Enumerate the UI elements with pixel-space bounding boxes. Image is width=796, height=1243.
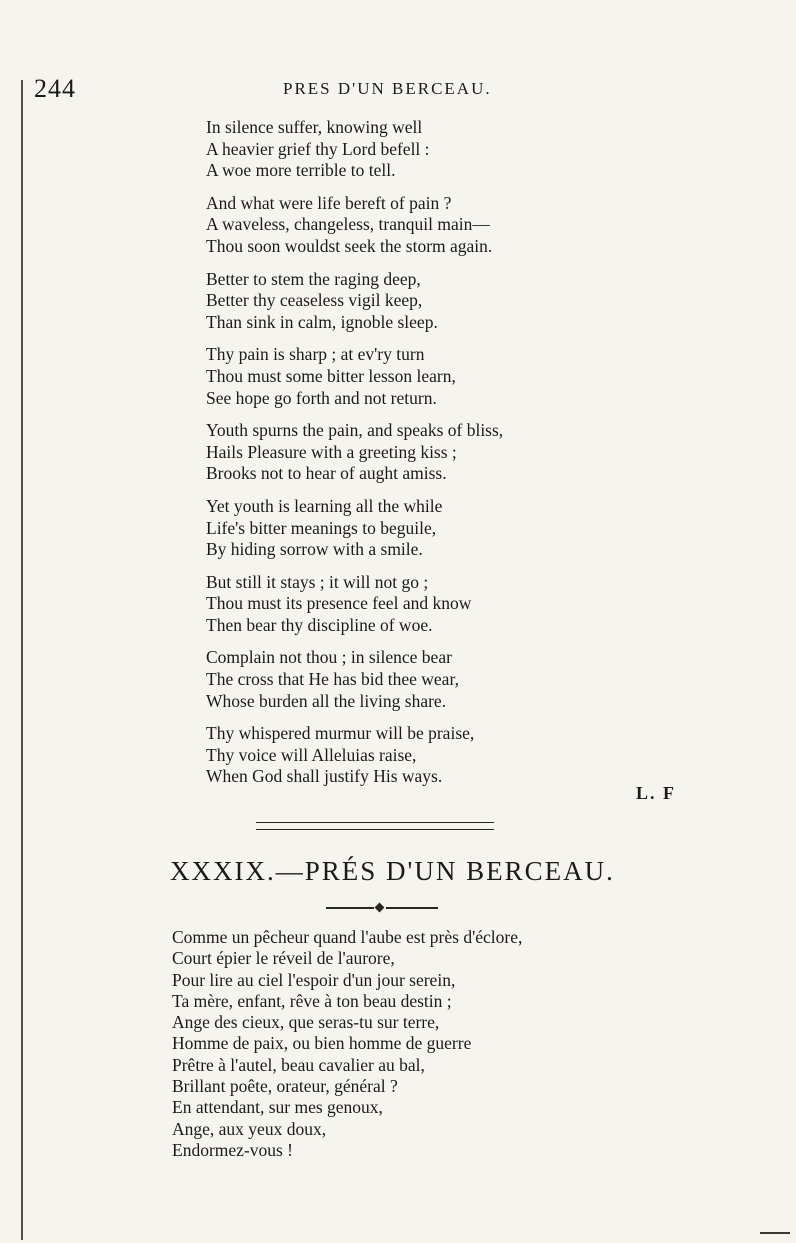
verse-line: Thy voice will Alleluias raise, [206, 744, 417, 765]
verse-line: But still it stays ; it will not go ; [206, 571, 429, 592]
verse-line: Whose burden all the living share. [206, 690, 447, 711]
french-poem [172, 927, 672, 1161]
running-head [0, 74, 796, 108]
verse-line: Yet youth is learning all the while [206, 495, 443, 516]
verse-line: Thou soon wouldst seek the storm again. [206, 235, 493, 256]
running-title: PRES D'UN BERCEAU. [283, 79, 492, 98]
section-heading: XXXIX.—PRÉS D'UN BERCEAU. [170, 856, 615, 886]
verse-line: By hiding sorrow with a smile. [206, 539, 423, 560]
stanza [206, 496, 626, 561]
verse-line: See hope go forth and not return. [206, 387, 437, 408]
verse-line: Pour lire au ciel l'espoir d'un jour serein, [172, 969, 456, 990]
verse-line: In silence suffer, knowing well [206, 117, 423, 137]
ornament-bar [326, 907, 374, 909]
verse-line: Thy pain is sharp ; at ev'ry turn [206, 344, 425, 365]
verse-line: And what were life bereft of pain ? [206, 192, 452, 213]
page-number: 244 [34, 74, 76, 103]
verse-line: Than sink in calm, ignoble sleep. [206, 311, 438, 332]
verse-line: A waveless, changeless, tranquil main— [206, 214, 490, 235]
section-divider [256, 822, 494, 830]
ornament-bar [386, 907, 438, 909]
stanza [206, 572, 626, 637]
stanza [206, 647, 626, 712]
verse-line: Court épier le réveil de l'aurore, [172, 948, 395, 969]
verse-line: Comme un pêcheur quand l'aube est près d'éclore, [172, 927, 523, 947]
verse-line: Better to stem the raging deep, [206, 268, 421, 289]
gutter-edge [21, 80, 23, 1240]
verse-line: Endormez-vous ! [172, 1139, 294, 1160]
verse-line: Brillant poête, orateur, général ? [172, 1076, 398, 1097]
corner-rule [760, 1232, 790, 1234]
verse-line: Ta mère, enfant, rêve à ton beau destin ; [172, 990, 452, 1011]
verse-line: Prêtre à l'autel, beau cavalier au bal, [172, 1054, 425, 1075]
verse-line: Better thy ceaseless vigil keep, [206, 290, 423, 311]
verse-line: Then bear thy discipline of woe. [206, 614, 433, 635]
stanza [206, 344, 626, 409]
stanza [206, 193, 626, 258]
verse-line: Ange des cieux, que seras-tu sur terre, [172, 1012, 440, 1033]
verse-line: Thou must its presence feel and know [206, 593, 472, 614]
verse-line: A heavier grief thy Lord befell : [206, 138, 430, 159]
diamond-icon [375, 903, 385, 913]
verse-line: Complain not thou ; in silence bear [206, 647, 452, 668]
verse-line: En attendant, sur mes genoux, [172, 1097, 383, 1118]
stanza [206, 723, 626, 788]
verse-line: Homme de paix, ou bien homme de guerre [172, 1033, 472, 1054]
verse-line: Hails Pleasure with a greeting kiss ; [206, 441, 457, 462]
verse-line: Brooks not to hear of aught amiss. [206, 463, 447, 484]
stanza [206, 420, 626, 485]
verse-line: Life's bitter meanings to beguile, [206, 517, 437, 538]
verse-line: Thou must some bitter lesson learn, [206, 365, 456, 386]
author-signature: L. F [636, 783, 677, 803]
verse-line: The cross that He has bid thee wear, [206, 669, 459, 690]
verse-line: When God shall justify His ways. [206, 766, 443, 787]
english-poem [206, 117, 626, 799]
stanza [206, 117, 626, 182]
verse-line: Youth spurns the pain, and speaks of bliss, [206, 420, 504, 441]
verse-line: Thy whispered murmur will be praise, [206, 723, 475, 744]
stanza [206, 269, 626, 334]
verse-line: A woe more terrible to tell. [206, 160, 396, 181]
verse-line: Ange, aux yeux doux, [172, 1118, 327, 1139]
ornament-rule [326, 903, 438, 913]
